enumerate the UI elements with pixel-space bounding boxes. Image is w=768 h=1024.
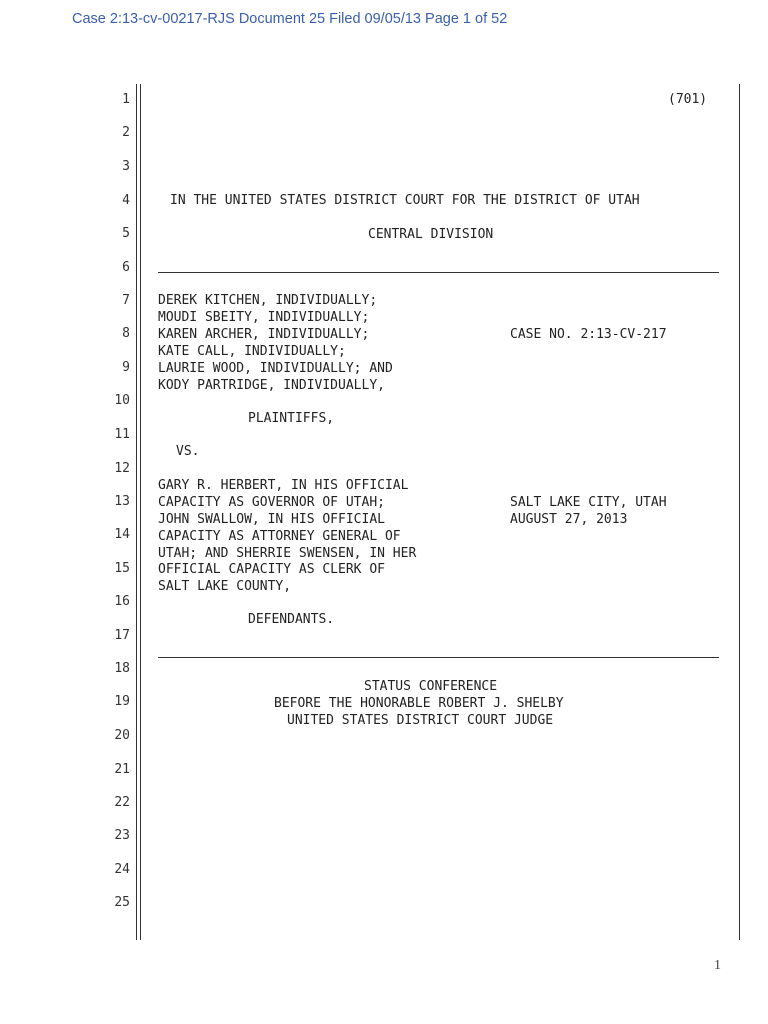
line-number: 22 [114,795,130,810]
line-number: 4 [122,193,130,208]
defendants-label: DEFENDANTS. [248,612,335,627]
versus-label: VS. [176,444,200,459]
plaintiff-name: LAURIE WOOD, INDIVIDUALLY; AND [158,361,393,376]
plaintiff-name: MOUDI SBEITY, INDIVIDUALLY; [158,310,370,325]
line-number: 19 [114,694,130,709]
line-number: 9 [122,360,130,375]
line-number: 3 [122,159,130,174]
plaintiff-name: KAREN ARCHER, INDIVIDUALLY; [158,327,370,342]
plaintiff-name: KODY PARTRIDGE, INDIVIDUALLY, [158,378,385,393]
line-number: 7 [122,293,130,308]
line-number: 16 [114,594,130,609]
line-number: 10 [114,393,130,408]
presiding-judge: BEFORE THE HONORABLE ROBERT J. SHELBY [274,696,564,711]
line-number: 13 [114,494,130,509]
hearing-location: SALT LAKE CITY, UTAH [510,495,667,510]
left-margin-rule-outer [136,84,137,940]
line-number: 21 [114,762,130,777]
defendant-line: SALT LAKE COUNTY, [158,579,292,594]
defendant-line: CAPACITY AS ATTORNEY GENERAL OF [158,529,401,544]
defendant-line: JOHN SWALLOW, IN HIS OFFICIAL [158,512,385,527]
line-number: 20 [114,728,130,743]
filing-header-stamp: Case 2:13-cv-00217-RJS Document 25 Filed 09/05/13 Page 1 of 52 [72,11,508,27]
line-number: 15 [114,561,130,576]
case-number: CASE NO. 2:13-CV-217 [510,327,667,342]
line-number: 25 [114,895,130,910]
transcript-page-number: (701) [668,92,708,107]
plaintiffs-label: PLAINTIFFS, [248,411,335,426]
line-number: 11 [114,427,130,442]
defendant-line: CAPACITY AS GOVERNOR OF UTAH; [158,495,385,510]
line-number: 6 [122,260,130,275]
court-name: IN THE UNITED STATES DISTRICT COURT FOR THE DISTRICT OF UTAH [170,193,640,208]
line-number: 23 [114,828,130,843]
hearing-date: AUGUST 27, 2013 [510,512,628,527]
defendant-line: OFFICIAL CAPACITY AS CLERK OF [158,562,385,577]
left-margin-rule-inner [140,84,141,940]
line-number: 14 [114,527,130,542]
line-number: 12 [114,461,130,476]
defendant-line: UTAH; AND SHERRIE SWENSEN, IN HER [158,546,417,561]
caption-bottom-rule [158,657,719,658]
proceeding-type: STATUS CONFERENCE [364,679,498,694]
page-number: 1 [714,958,721,973]
line-number: 5 [122,226,130,241]
plaintiff-name: DEREK KITCHEN, INDIVIDUALLY; [158,293,378,308]
caption-top-rule [158,272,719,273]
line-number: 2 [122,125,130,140]
right-margin-rule [739,84,740,940]
line-number: 1 [122,92,130,107]
line-number: 17 [114,628,130,643]
judge-title: UNITED STATES DISTRICT COURT JUDGE [287,713,554,728]
defendant-line: GARY R. HERBERT, IN HIS OFFICIAL [158,478,409,493]
line-number: 18 [114,661,130,676]
court-division: CENTRAL DIVISION [368,227,494,242]
plaintiff-name: KATE CALL, INDIVIDUALLY; [158,344,346,359]
line-number: 24 [114,862,130,877]
line-number: 8 [122,326,130,341]
